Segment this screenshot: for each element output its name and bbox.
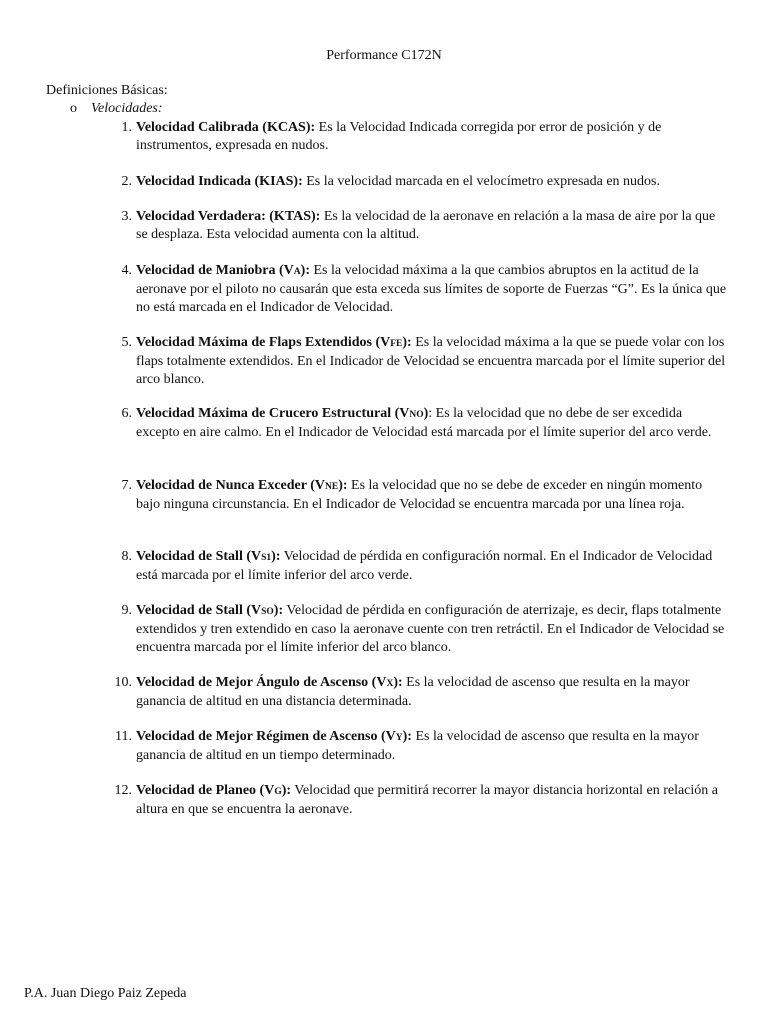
term-name: Velocidad de Stall (V [136, 603, 262, 618]
term-subscript: X [386, 679, 394, 689]
definition-item-12 [112, 782, 727, 819]
term-close: ): [402, 335, 412, 350]
term-name: Velocidad Máxima de Crucero Estructural (V [136, 406, 410, 421]
definition-item-1 [112, 119, 727, 155]
definition-item-2 [112, 173, 727, 191]
term-name: Velocidad Verdadera: (KTAS): [136, 209, 321, 224]
definition-item-8 [112, 548, 727, 585]
term-name: Velocidad de Maniobra (V [136, 263, 294, 278]
term-definition: Es la velocidad de ascenso que resulta en la mayor ganancia de altitud en un tiempo determinado. [136, 729, 699, 763]
definition-item-6 [112, 405, 727, 442]
term-definition: Es la velocidad de la aeronave en relación a la masa de aire por la que se desplaza. Esta velocidad aumenta con la altitud. [136, 209, 716, 242]
definition-item-5 [112, 334, 727, 389]
term-name: Velocidad Calibrada (KCAS): [136, 120, 316, 135]
term-close: ): [271, 549, 281, 564]
term-name: Velocidad de Mejor Ángulo de Ascenso (V [136, 675, 387, 690]
term-definition: Es la velocidad máxima a la que se puede volar con los flaps totalmente extendidos. En el Indicador de Velocidad se encuentra marcada por el límite superior del arco blanco. [136, 335, 726, 387]
definition-item-9 [112, 602, 727, 657]
author-footer: P.A. Juan Diego Paiz Zepeda [24, 986, 187, 1001]
item-number: 2. [121, 174, 132, 189]
term-definition: Velocidad que permitirá recorrer la mayor distancia horizontal en relación a altura en que se encuentra la aeronave. [136, 783, 718, 817]
item-number: 1. [121, 120, 132, 135]
item-number: 4. [121, 263, 132, 278]
term-definition: Es la velocidad máxima a la que cambios abruptos en la actitud de la aeronave por el piloto no causarán que esta exceda sus límites de soporte de Fuerzas “G”. Es la única que no está marcada en el Indicador de Velocidad. [136, 263, 727, 315]
definition-item-11 [112, 728, 727, 765]
definition-item-3 [112, 208, 727, 244]
term-close: ): [402, 729, 412, 744]
item-number: 6. [121, 406, 132, 421]
term-subscript: S1 [261, 553, 272, 563]
term-definition: Es la velocidad que no se debe de exceder en ningún momento bajo ninguna circunstancia. En el Indicador de Velocidad se encuentra marcada por una línea roja. [136, 478, 703, 512]
bullet-velocidades [70, 100, 163, 118]
term-definition: : Es la velocidad que no debe de ser excedida excepto en aire calmo. En el Indicador de Velocidad está marcada por el límite superior del arco verde. [136, 406, 712, 440]
term-close: ): [273, 603, 284, 618]
bullet-marker: o [70, 101, 77, 116]
term-name: Velocidad de Stall (V [136, 549, 262, 564]
definition-item-7 [112, 477, 727, 514]
term-subscript: NE [325, 482, 339, 492]
term-name: Velocidad Indicada (KIAS): [136, 174, 303, 189]
document-title: Performance C172N [326, 48, 442, 63]
term-subscript: FE [390, 339, 403, 349]
term-subscript: Y [395, 733, 403, 743]
item-number: 12. [114, 783, 132, 798]
definition-item-4 [112, 262, 727, 317]
term-close: ): [281, 783, 292, 798]
term-subscript: G [274, 787, 282, 797]
term-name: Velocidad de Nunca Exceder (V [136, 478, 325, 493]
term-close: ): [300, 263, 310, 278]
term-definition: Es la Velocidad Indicada corregida por error de posición y de instrumentos, expresada en nudos. [136, 120, 662, 153]
term-subscript: A [293, 267, 301, 277]
term-definition: Velocidad de pérdida en configuración de aterrizaje, es decir, flaps totalmente extendidos y tren extendido en caso la aeronave cuente con tren retráctil. En el Indicador de Velocidad se encuentra marcada por el límite inferior del arco blanco. [136, 603, 725, 655]
bullet-label: Velocidades: [91, 101, 163, 116]
term-name: Velocidad Máxima de Flaps Extendidos (V [136, 335, 391, 350]
term-subscript: NO [409, 410, 424, 420]
term-definition: Es la velocidad marcada en el velocímetro expresada en nudos. [302, 174, 660, 189]
term-close: ): [338, 478, 348, 493]
term-definition: Velocidad de pérdida en configuración normal. En el Indicador de Velocidad está marcada por el límite inferior del arco verde. [136, 549, 713, 583]
term-close: ) [423, 406, 429, 421]
definition-item-10 [112, 674, 727, 711]
term-subscript: SO [261, 607, 274, 617]
item-number: 7. [121, 478, 132, 493]
term-definition: Es la velocidad de ascenso que resulta en la mayor ganancia de altitud en una distancia determinada. [136, 675, 690, 709]
term-close: ): [393, 675, 403, 690]
item-number: 8. [121, 549, 132, 564]
section-heading: Definiciones Básicas: [46, 83, 168, 98]
item-number: 9. [121, 603, 132, 618]
term-name: Velocidad de Planeo (V [136, 783, 275, 798]
item-number: 10. [114, 675, 132, 690]
item-number: 11. [115, 729, 132, 744]
item-number: 5. [121, 335, 132, 350]
item-number: 3. [121, 209, 132, 224]
term-name: Velocidad de Mejor Régimen de Ascenso (V [136, 729, 396, 744]
